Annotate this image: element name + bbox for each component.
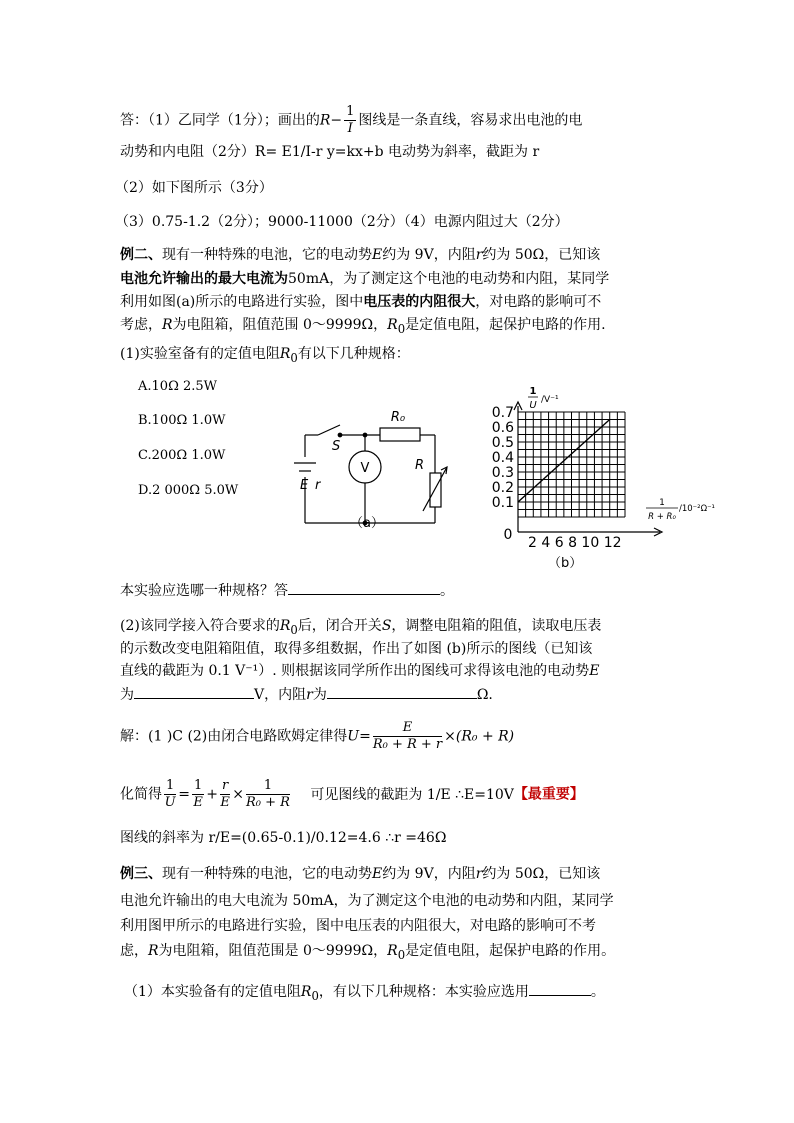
x-axis-unit: /10⁻²Ω⁻¹: [679, 504, 715, 514]
answer-blank-1[interactable]: [288, 580, 440, 595]
y-axis-label-den: U: [529, 400, 537, 411]
ex3-line-3: 利用图甲所示的电路进行实验，图中电压表的内阻很大，对电路的影响可不考: [120, 918, 596, 934]
ex3-question-1: （1）本实验备有的定值电阻$R_0$，有以下几种规格：本实验应选用 。: [124, 981, 605, 1006]
graph-b: [480, 380, 740, 555]
option-b: B.100Ω 1.0W: [138, 413, 226, 428]
ex2-q2-line-4: 为 V，内阻r为 Ω.: [120, 684, 493, 705]
y-tick-label: 0.4: [491, 450, 514, 466]
fraction-r-over-e: $\frac{r}{E}$: [220, 778, 230, 810]
answer-line-3: （2）如下图所示（3分）: [115, 180, 273, 196]
circuit-caption: （a）: [350, 516, 384, 531]
answer-blank-emf[interactable]: [134, 684, 254, 699]
y-axis-unit: /V⁻¹: [541, 395, 559, 405]
solution-line-2: 化简得 $\frac{1}{U}$ = $\frac{1}{E}$ + $\frac{r}{E}$ × $\frac{1}{\text{R₀ + R}}$ 可见图线的截距为 1/E ∴E=10V【最重要】: [120, 778, 584, 810]
ex2-line-3: 利用如图(a)所示的电路进行实验，图中电压表的内阻很大，对电路的影响可不: [120, 294, 602, 310]
ex2-ask: 本实验应选哪一种规格？答 。: [120, 580, 454, 601]
x-axis-label-num: 1: [659, 498, 665, 508]
fraction-1-over-I: $\frac{1}{I}$: [346, 104, 355, 136]
y-tick-label: 0.7: [491, 405, 514, 421]
solution-line-1: 解：(1 )C (2)由闭合电路欧姆定律得U= $\frac{E}{\text{R₀ + R + r}}$ ×(R₀ + R): [120, 720, 515, 752]
ex2-question-1: (1)实验室备有的定值电阻$R_0$有以下几种规格：: [120, 346, 410, 365]
y-tick-label: 0.6: [491, 420, 514, 436]
answer-blank-r[interactable]: [327, 684, 477, 699]
y-axis-label-num: 1: [529, 386, 537, 397]
ex2-q2-line-2: 的示数改变电阻箱阻值，取得多组数据，作出了如图 (b)所示的图线（已知该: [120, 641, 593, 657]
answer-blank-ex3[interactable]: [529, 981, 591, 996]
answer-line-1: 答：（1）乙同学（1分）；画出的R− $\frac{1}{I}$ 图线是一条直线，容易求出电池的电: [120, 104, 583, 136]
ex3-line-1: 例三、现有一种特殊的电池，它的电动势E约为 9V，内阻r约为 50Ω，已知该: [120, 866, 601, 882]
answer-line-2: 动势和内电阻（2分）R= E1/I-r y=kx+b 电动势为斜率，截距为 r: [120, 144, 540, 160]
label-e: E: [300, 478, 309, 493]
label-r-internal: r: [315, 478, 321, 493]
y-tick-label: 0.1: [491, 495, 514, 511]
ex2-line-1: 例二、现有一种特殊的电池，它的电动势E约为 9V，内阻r约为 50Ω，已知该: [120, 247, 601, 263]
fraction-1-over-r-sum: $\frac{1}{\text{R₀ + R}}$: [245, 778, 290, 810]
fraction-e-over-sum: $\frac{E}{\text{R₀ + R + r}}$: [372, 720, 443, 752]
x-axis-label-den: R + R₀: [648, 512, 676, 522]
x-tick-labels: 2 4 6 8 10 12: [528, 535, 622, 551]
option-a: A.10Ω 2.5W: [138, 379, 218, 394]
answer-line-4: （3）0.75-1.2（2分）；9000-11000（2分）（4）电源内阻过大（2分）: [115, 214, 569, 230]
label-v: V: [360, 461, 370, 476]
ex2-q2-line-3: 直线的截距为 0.1 V⁻¹）. 则根据该同学所作出的图线可求得该电池的电动势E: [120, 663, 600, 679]
most-important-tag: 【最重要】: [513, 786, 584, 803]
y-tick-label: 0.2: [491, 480, 514, 496]
y-tick-label: 0.3: [491, 465, 514, 481]
origin-label: 0: [503, 527, 513, 543]
graph-caption: （b）: [548, 556, 583, 571]
ex3-line-2: 电池允许输出的电大电流为 50mA，为了测定这个电池的电动势和内阻，某同学: [120, 893, 614, 909]
label-s: S: [332, 439, 341, 454]
var-R: R: [319, 112, 331, 129]
fraction-1-over-e: $\frac{1}{E}$: [193, 778, 203, 810]
option-c: C.200Ω 1.0W: [138, 448, 226, 463]
ex2-line-2: 电池允许输出的最大电流为50mA，为了测定这个电池的电动势和内阻，某同学: [120, 271, 610, 287]
label-r: R: [415, 458, 425, 473]
solution-line-3: 图线的斜率为 r/E=(0.65-0.1)/0.12=4.6 ∴r =46Ω: [120, 830, 447, 846]
fraction-1-over-u: $\frac{1}{U}$: [164, 778, 176, 810]
ex3-line-4: 虑，R为电阻箱，阻值范围是 0～9999Ω，$R_0$是定值电阻，起保护电路的作用。: [120, 943, 616, 962]
ex2-q2-line-1: (2)该同学接入符合要求的$R_0$后，闭合开关S，调整电阻箱的阻值，读取电压表: [120, 618, 602, 637]
ex2-line-4: 考虑，R为电阻箱，阻值范围 0～9999Ω，$R_0$是定值电阻，起保护电路的作用.: [120, 317, 606, 336]
option-d: D.2 000Ω 5.0W: [138, 483, 239, 498]
y-tick-label: 0.5: [491, 435, 514, 451]
label-r0: R₀: [390, 410, 406, 425]
